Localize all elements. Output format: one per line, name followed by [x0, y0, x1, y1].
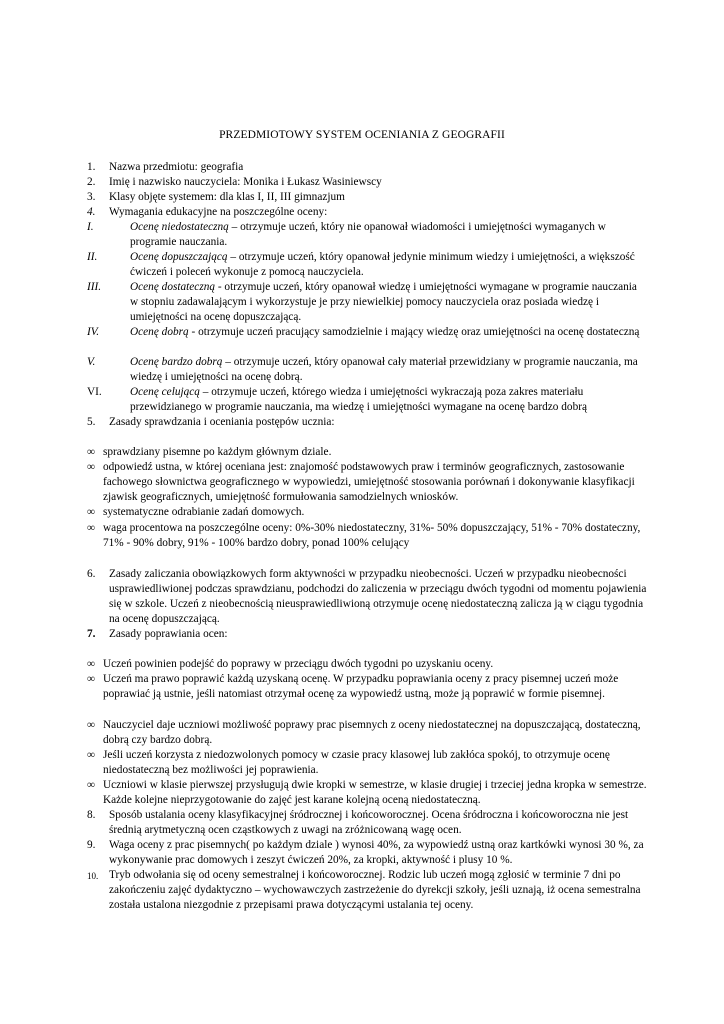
document-title: PRZEDMIOTOWY SYSTEM OCENIANIA Z GEOGRAFII	[219, 129, 505, 141]
bullet-text: Uczniowi w klasie pierwszej przysługują dwie kropki w semestrze, w klasie drugiej i trzeciej jedna kropka w semestrze. Każde kolejne nieprzygotowanie do zajęć jest karane kolejną oceną niedostateczną.	[103, 779, 647, 806]
item-text: Tryb odwołania się od oceny semestralnej i końcoworocznej. Rodzic lub uczeń mogą zgłosić w terminie 7 dni po zakończeniu zajęć dydaktyczno – wychowawczych zastrzeżenie do dyrekcji szkoły, jeśli uznają, iż ocena semestralna została ustalona niezgodnie z przepisami prawa dotyczącymi ustalania tej oceny.	[109, 869, 641, 911]
item-number: 1.	[87, 161, 96, 173]
bullet-text: Nauczyciel daje uczniowi możliwość poprawy prac pisemnych z oceny niedostatecznej na dopuszczającą, dostateczną, dobrą czy bardzo dobrą.	[103, 719, 641, 746]
list-item	[87, 868, 647, 913]
bullet-text: Uczeń powinien podejść do poprawy w przeciągu dwóch tygodni po uzyskaniu oceny.	[103, 658, 494, 670]
grade-name: Ocenę dopuszczającą	[130, 251, 228, 263]
item-number: 9.	[87, 839, 96, 851]
item-text: Zasady zaliczania obowiązkowych form aktywności w przypadku nieobecności. Uczeń w przypadku nieobecności usprawiedliwionej podczas sprawdzianu, podchodzi do zaliczenia w przeciągu dwóch tygodni od momentu pojawienia się w szkole. Uczeń z nieobecnością nieusprawiedliwioną otrzymuje ocenę niedostateczną zalicza ją w ciągu tygodnia na ocenę dopuszczającą.	[109, 568, 647, 625]
bullet-item	[87, 718, 647, 748]
bullet-item	[87, 521, 647, 551]
grade-description: – otrzymuje uczeń, który opanował cały materiał przewidziany w programie nauczania, ma wiedzę i umiejętności na ocenę dobrą.	[130, 356, 638, 383]
list-item	[87, 567, 647, 627]
bullet-icon: ∞	[87, 779, 96, 791]
list-item	[87, 415, 647, 430]
list-item	[87, 205, 647, 220]
item-number: 8.	[87, 809, 96, 821]
grade-description: - otrzymuje uczeń, który opanował wiedzę i umiejętności wymagane w programie nauczania w stopniu zadawalającym i wykorzystuje je przy niewielkiej pomocy nauczyciela oraz posiada wiedzę i umiejętności na ocenę dopuszczającą.	[130, 281, 637, 323]
item-text: Imię i nazwisko nauczyciela: Monika i Łukasz Wasiniewscy	[109, 176, 382, 188]
grade-item	[87, 250, 647, 280]
grade-name: Ocenę bardzo dobrą	[130, 356, 223, 368]
item-text: Nazwa przedmiotu: geografia	[109, 161, 244, 173]
bullet-icon: ∞	[87, 461, 96, 473]
item-number: 7.	[87, 628, 96, 640]
bullet-icon: ∞	[87, 522, 96, 534]
grade-description: – otrzymuje uczeń, który opanował jedynie minimum wiedzy i umiejętności, a większość ćwiczeń i poleceń wykonuje z pomocą nauczyciela.	[130, 251, 635, 278]
bullet-text: waga procentowa na poszczególne oceny: 0%-30% niedostateczny, 31%- 50% dopuszczający, 51% - 70% dostateczny, 71% - 90% dobry, 91% - 100% bardzo dobry, ponad 100% celujący	[103, 522, 641, 549]
grade-item	[87, 355, 647, 385]
grade-name: Ocenę dobrą	[130, 326, 189, 338]
grade-number: V.	[87, 356, 96, 368]
item-number: 6.	[87, 568, 96, 580]
item-text: Waga oceny z prac pisemnych( po każdym dziale ) wynosi 40%, za wypowiedź ustną oraz kartkówki wynosi 30 %, za wykonywanie prac domowych i zeszyt ćwiczeń 20%, za kropki, aktywność i plusy 10 %.	[109, 839, 644, 866]
list-item	[87, 190, 647, 205]
grade-number: I.	[87, 221, 94, 233]
item-text: Klasy objęte systemem: dla klas I, II, III gimnazjum	[109, 191, 345, 203]
grade-number: III.	[87, 281, 102, 293]
grade-name: Ocenę celującą	[130, 386, 200, 398]
item-number: 5.	[87, 416, 96, 428]
item-text: Sposób ustalania oceny klasyfikacyjnej śródrocznej i końcoworocznej. Ocena śródroczna i końcoworoczna nie jest średnią arytmetyczną ocen cząstkowych z uwagi na zróżnicowaną wagę ocen.	[109, 809, 629, 836]
bullet-item	[87, 657, 647, 672]
bullet-icon: ∞	[87, 446, 96, 458]
grade-item	[87, 385, 647, 415]
item-text: Zasady sprawdzania i oceniania postępów ucznia:	[109, 416, 335, 428]
bullet-icon: ∞	[87, 658, 96, 670]
bullet-text: Uczeń ma prawo poprawić każdą uzyskaną ocenę. W przypadku poprawiania oceny z pracy pisemnej uczeń może poprawiać ją ustnie, jeśli natomiast otrzymał ocenę za wypowiedź ustną, może ją poprawić w formie pisemnej.	[103, 673, 619, 700]
bullet-item	[87, 778, 647, 808]
grade-description: – otrzymuje uczeń, którego wiedza i umiejętności wykraczają poza zakres materiału przewidzianego w programie nauczania, ma wiedzę i umiejętności wymagane na ocenę bardzo dobrą	[130, 386, 588, 413]
grade-number: II.	[87, 251, 98, 263]
list-item	[87, 627, 647, 642]
bullet-text: odpowiedź ustna, w której oceniana jest: znajomość podstawowych praw i terminów geograficznych, zastosowanie fachowego słownictwa geograficznego w wypowiedzi, umiejętność stosowania porównań i dokonywanie klasyfikacji zjawisk geograficznych, umiejętność formułowania samodzielnych wniosków.	[103, 461, 635, 503]
grade-item	[87, 220, 647, 250]
list-item	[87, 808, 647, 838]
bullet-text: sprawdziany pisemne po każdym głównym dziale.	[103, 446, 332, 458]
grade-description: – otrzymuje uczeń, który nie opanował wiadomości i umiejętności wymaganych w programie nauczania.	[130, 221, 606, 248]
item-text: Wymagania edukacyjne na poszczególne oceny:	[109, 206, 328, 218]
bullet-icon: ∞	[87, 749, 96, 761]
item-number: 10.	[87, 871, 99, 881]
item-number: 2.	[87, 176, 96, 188]
grade-item	[87, 325, 647, 340]
list-item	[87, 175, 647, 190]
item-text: Zasady poprawiania ocen:	[109, 628, 228, 640]
bullet-icon: ∞	[87, 719, 96, 731]
bullet-icon: ∞	[87, 673, 96, 685]
grade-description: - otrzymuje uczeń pracujący samodzielnie i mający wiedzę oraz umiejętności na ocenę dostateczną	[188, 326, 640, 338]
bullet-item	[87, 672, 647, 702]
item-number: 3.	[87, 191, 96, 203]
grade-number: VI.	[87, 386, 102, 398]
bullet-item	[87, 748, 647, 778]
grade-name: Ocenę dostateczną	[130, 281, 216, 293]
bullet-text: Jeśli uczeń korzysta z niedozwolonych pomocy w czasie pracy klasowej lub zakłóca spokój, to otrzymuje ocenę niedostateczną bez możliwości jej poprawienia.	[103, 749, 610, 776]
list-item	[87, 160, 647, 175]
grade-name: Ocenę niedostateczną	[130, 221, 229, 233]
bullet-icon: ∞	[87, 506, 96, 518]
bullet-item	[87, 505, 647, 520]
list-item	[87, 838, 647, 868]
bullet-item	[87, 460, 647, 505]
item-number: 4.	[87, 206, 96, 218]
grade-number: IV.	[87, 326, 100, 338]
grade-item	[87, 280, 647, 325]
bullet-item	[87, 445, 647, 460]
bullet-text: systematyczne odrabianie zadań domowych.	[103, 506, 305, 518]
